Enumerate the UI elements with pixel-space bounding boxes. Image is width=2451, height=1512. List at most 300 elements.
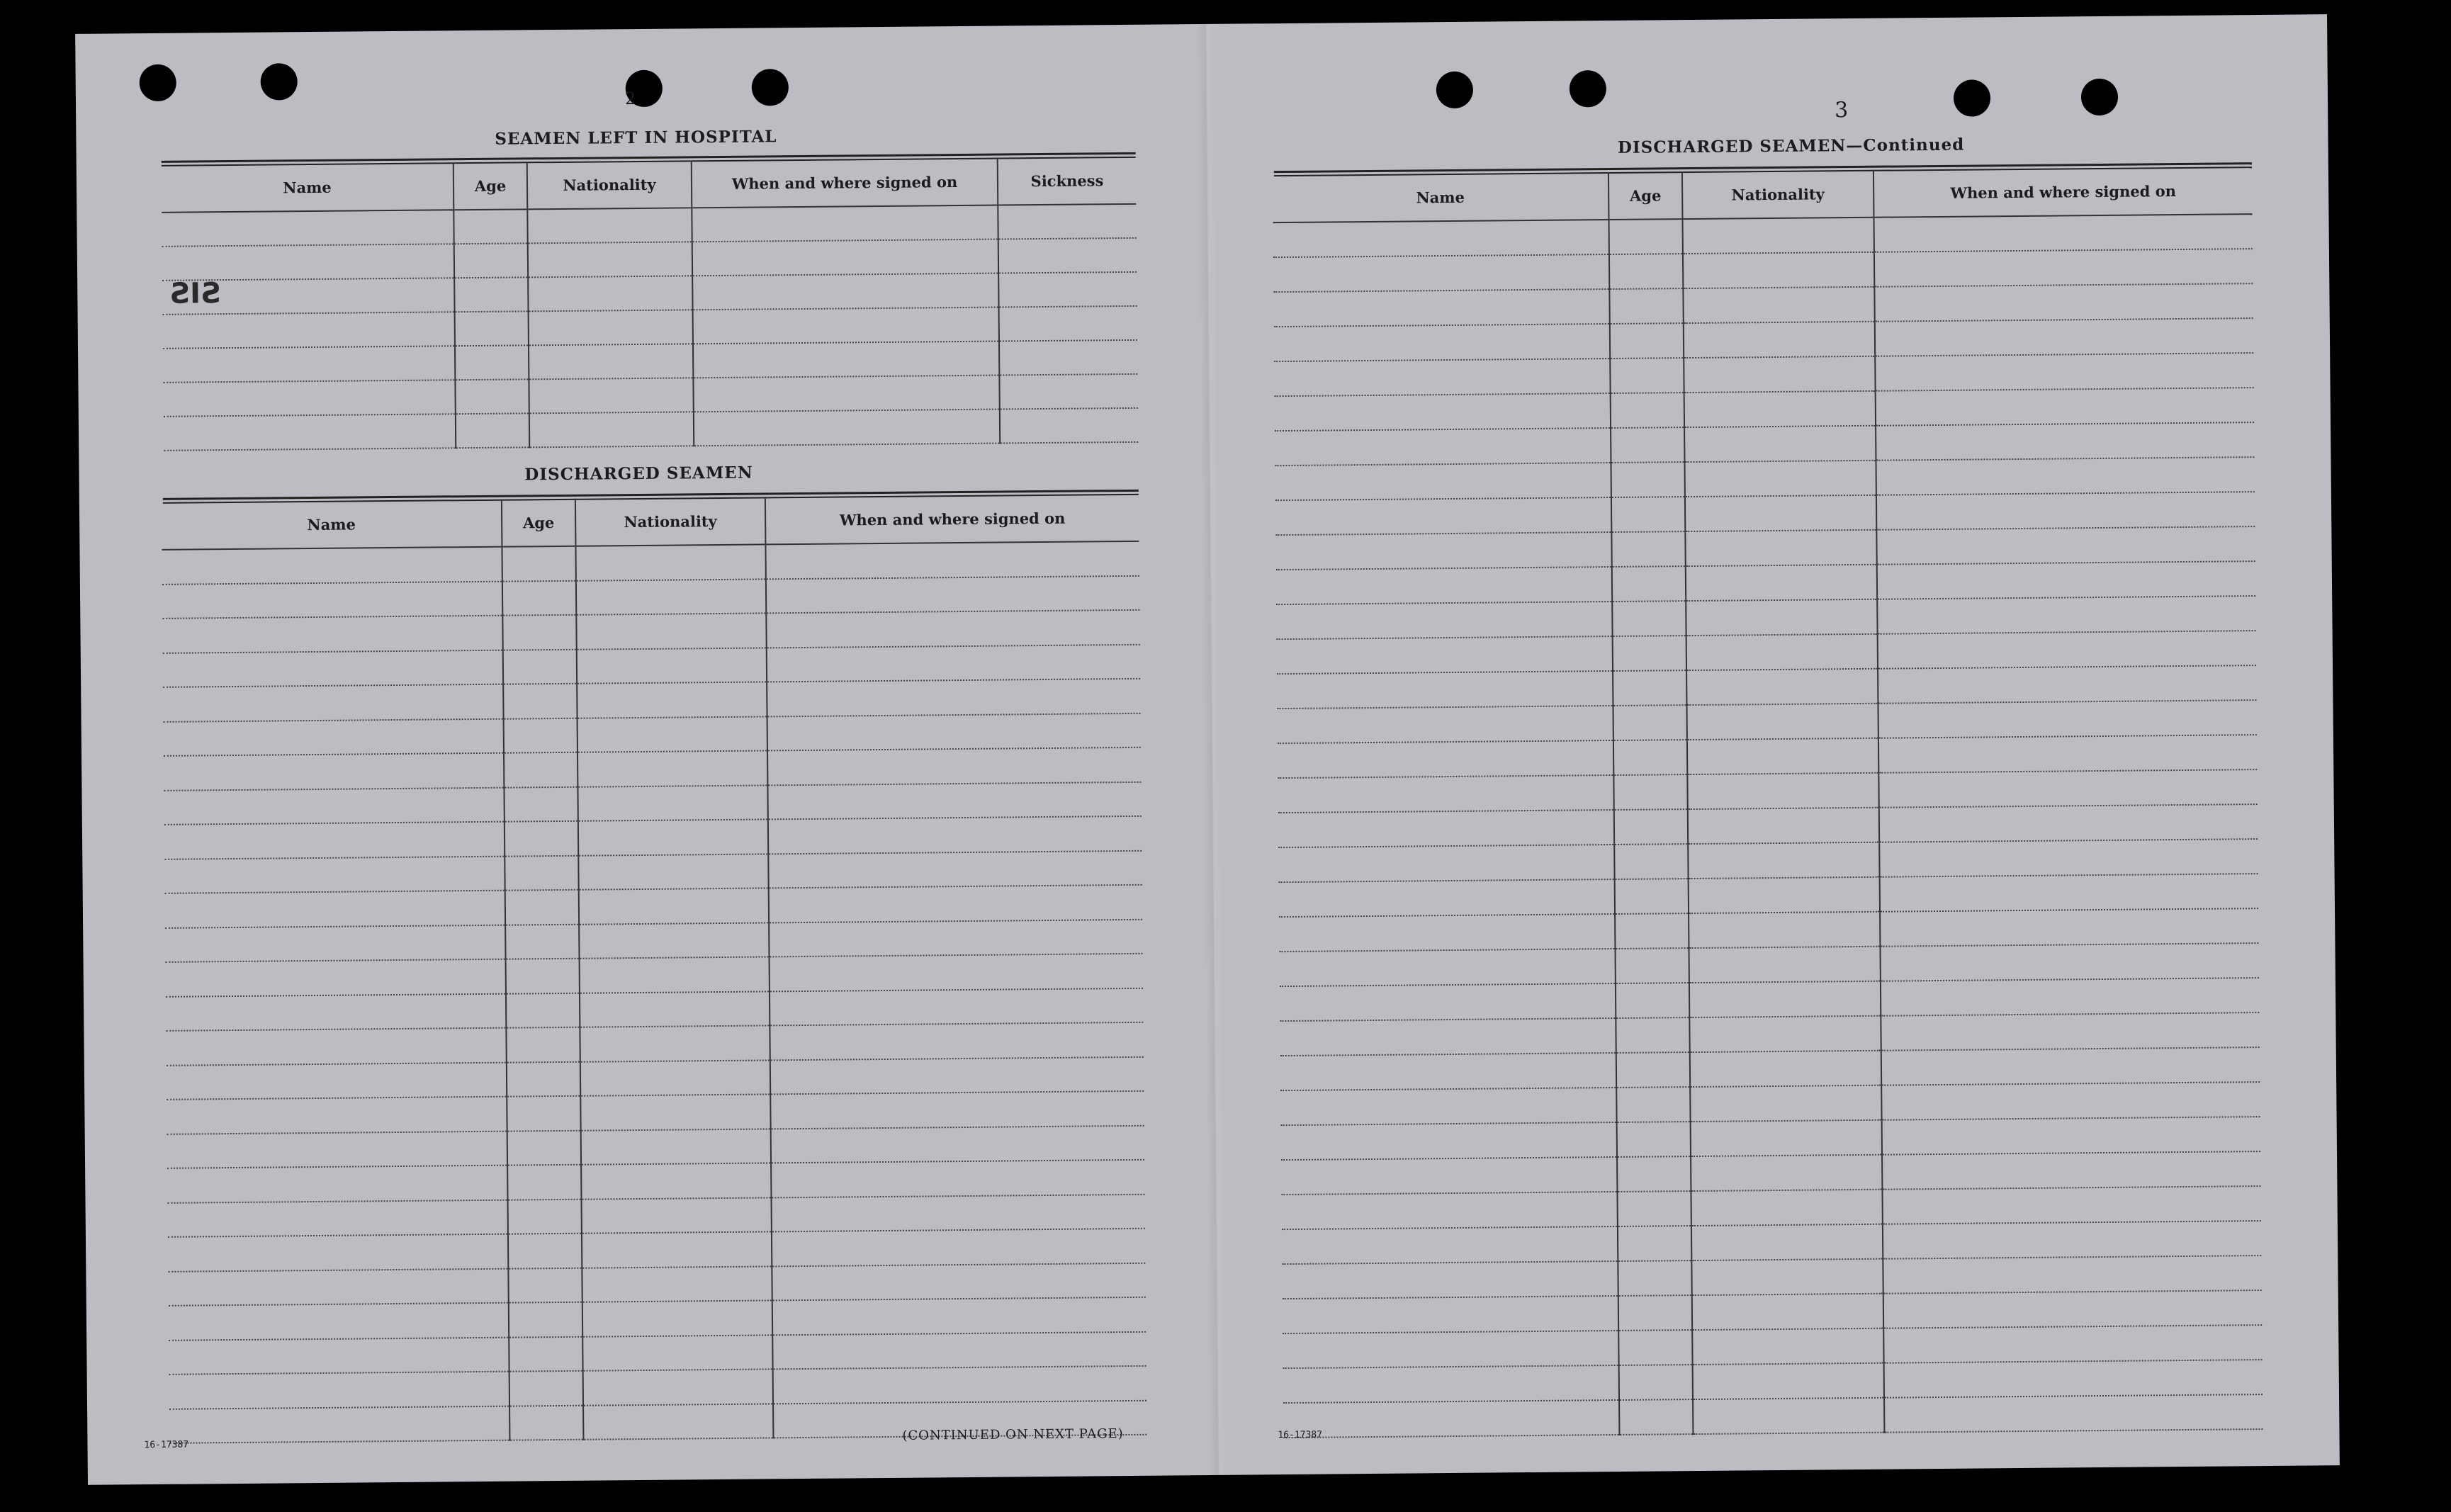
blank-cell — [1280, 1053, 1616, 1090]
blank-cell — [1613, 705, 1686, 740]
blank-cell — [773, 1366, 1146, 1404]
blank-cell — [577, 716, 767, 752]
blank-cell — [1279, 879, 1615, 917]
blank-cell — [1877, 561, 2255, 599]
col-header-age: Age — [1608, 171, 1683, 220]
blank-cell — [582, 1300, 772, 1336]
blank-cell — [1281, 1192, 1617, 1229]
blank-cell — [164, 718, 504, 756]
blank-cell — [999, 340, 1137, 376]
blank-cell — [1618, 1226, 1691, 1261]
blank-cell — [507, 1165, 581, 1200]
blank-cell — [765, 541, 1139, 579]
blank-cell — [1281, 1157, 1617, 1195]
form-number: 16-17387 — [144, 1439, 189, 1451]
blank-cell — [1610, 358, 1684, 393]
blank-cell — [692, 273, 998, 310]
blank-cell — [580, 991, 770, 1027]
blank-cell — [580, 1094, 770, 1130]
blank-cell — [1615, 913, 1689, 949]
blank-cell — [164, 787, 504, 825]
blank-cell — [1611, 393, 1684, 428]
blank-cell — [583, 1369, 773, 1405]
blank-cell — [1283, 1400, 1619, 1438]
blank-cell — [1615, 879, 1689, 914]
blank-cell — [166, 1028, 506, 1066]
blank-cell — [1686, 669, 1878, 705]
blank-cell — [1609, 288, 1683, 324]
blank-cell — [1609, 254, 1683, 289]
blank-cell — [1617, 1156, 1691, 1192]
blank-cell — [508, 1199, 582, 1234]
blank-cell — [1274, 359, 1610, 396]
blank-cell — [583, 1404, 773, 1440]
blank-cell — [163, 380, 455, 417]
blank-cell — [1275, 428, 1611, 466]
blank-cell — [508, 1234, 582, 1268]
blank-cell — [1273, 289, 1609, 327]
blank-cell — [693, 308, 999, 344]
left-page-number: 2 — [624, 89, 636, 109]
blank-cell — [1878, 769, 2257, 808]
blank-cell — [1877, 596, 2255, 634]
blank-cell — [1280, 1018, 1616, 1056]
blank-cell — [505, 821, 578, 856]
col-header-nationality: Nationality — [527, 160, 692, 209]
blank-cell — [694, 410, 1000, 446]
col-header-name: Name — [1273, 172, 1609, 222]
blank-cell — [1278, 775, 1613, 813]
blank-cell — [1883, 1221, 2261, 1259]
blank-cell — [575, 544, 765, 580]
blank-cell — [579, 923, 769, 959]
blank-cell — [1881, 1047, 2260, 1085]
blank-cell — [169, 1303, 509, 1341]
col-header-name: Name — [162, 500, 502, 550]
blank-cell — [1876, 422, 2254, 461]
blank-cell — [1618, 1295, 1692, 1331]
left-page — [75, 24, 1215, 1485]
blank-cell — [770, 1056, 1144, 1094]
blank-cell — [772, 1331, 1146, 1369]
blank-cell — [1612, 601, 1686, 636]
blank-cell — [528, 242, 692, 277]
blank-cell — [167, 1131, 507, 1168]
blank-cell — [1273, 254, 1609, 292]
document-sheet — [75, 14, 2340, 1485]
blank-cell — [456, 413, 529, 448]
blank-cell — [169, 1337, 509, 1375]
blank-cell — [529, 378, 693, 413]
blank-cell — [1878, 631, 2256, 669]
blank-cell — [1883, 1325, 2262, 1363]
blank-cell — [1884, 1360, 2263, 1398]
blank-cell — [1686, 599, 1877, 636]
blank-cell — [1616, 983, 1689, 1018]
blank-cell — [769, 885, 1142, 923]
blank-cell — [1878, 665, 2256, 704]
blank-cell — [580, 1060, 770, 1096]
blank-cell — [503, 684, 577, 718]
blank-cell — [529, 344, 693, 379]
blank-cell — [1878, 735, 2257, 773]
blank-cell — [162, 210, 453, 247]
blank-cell — [1279, 949, 1615, 986]
col-header-name: Name — [162, 162, 454, 213]
blank-cell — [502, 580, 576, 615]
blank-cell — [1684, 356, 1875, 393]
blank-cell — [1280, 1088, 1616, 1125]
blank-cell — [998, 238, 1137, 273]
right-page-number: 3 — [1835, 98, 1849, 123]
blank-cell — [163, 312, 455, 349]
blank-cell — [1692, 1294, 1883, 1330]
blank-cell — [1618, 1330, 1692, 1365]
blank-cell — [998, 272, 1137, 308]
blank-cell — [1283, 1365, 1619, 1403]
blank-cell — [1691, 1259, 1883, 1295]
blank-cell — [1619, 1399, 1693, 1435]
blank-cell — [1283, 1296, 1618, 1333]
blank-cell — [1613, 670, 1686, 706]
blank-cell — [528, 276, 692, 311]
blank-cell — [1689, 947, 1880, 983]
blank-cell — [768, 850, 1142, 888]
col-header-signed-on: When and where signed on — [692, 158, 998, 208]
blank-cell — [1687, 738, 1878, 774]
col-header-signed-on: When and where signed on — [1874, 167, 2253, 218]
blank-cell — [163, 684, 503, 722]
blank-cell — [169, 1372, 509, 1409]
blank-cell — [1876, 457, 2254, 495]
form-number: 16-17387 — [1278, 1429, 1323, 1441]
blank-cell — [1276, 567, 1612, 604]
blank-cell — [1278, 810, 1614, 847]
blank-cell — [1282, 1226, 1618, 1264]
blank-cell — [577, 682, 767, 718]
blank-cell — [164, 753, 504, 791]
blank-cell — [580, 1025, 770, 1061]
blank-cell — [582, 1231, 772, 1268]
blank-cell — [1275, 497, 1611, 535]
blank-cell — [1610, 323, 1684, 359]
blank-cell — [770, 988, 1143, 1025]
blank-cell — [1687, 773, 1878, 809]
blank-cell — [1684, 391, 1876, 427]
blank-cell — [771, 1160, 1144, 1197]
col-header-age: Age — [502, 499, 576, 547]
blank-cell — [168, 1200, 508, 1237]
blank-cell — [998, 204, 1136, 239]
blank-cell — [1619, 1365, 1693, 1400]
blank-cell — [1689, 981, 1881, 1017]
blank-cell — [1274, 324, 1610, 361]
blank-cell — [505, 890, 579, 925]
blank-cell — [1880, 874, 2258, 912]
blank-cell — [692, 205, 998, 242]
blank-cell — [999, 306, 1137, 342]
blank-cell — [1682, 218, 1874, 254]
blank-cell — [509, 1371, 583, 1406]
blank-cell — [1691, 1190, 1882, 1226]
blank-cell — [167, 1097, 507, 1134]
blank-cell — [529, 412, 694, 447]
stamp-mark: SIS — [169, 277, 222, 310]
blank-cell — [767, 679, 1140, 716]
blank-cell — [454, 243, 528, 278]
blank-cell — [1279, 914, 1615, 952]
blank-cell — [455, 311, 529, 346]
col-header-sickness: Sickness — [998, 157, 1137, 205]
blank-cell — [529, 310, 693, 345]
blank-cell — [1883, 1256, 2261, 1294]
blank-cell — [507, 1130, 581, 1165]
blank-cell — [771, 1125, 1144, 1163]
blank-cell — [767, 747, 1141, 785]
blank-cell — [1281, 1122, 1617, 1160]
blank-cell — [168, 1234, 508, 1272]
blank-cell — [1879, 839, 2258, 877]
blank-cell — [1613, 740, 1687, 775]
blank-cell — [1685, 530, 1876, 566]
blank-cell — [1689, 1016, 1881, 1052]
blank-cell — [766, 575, 1139, 613]
blank-cell — [1688, 842, 1879, 879]
blank-cell — [162, 616, 502, 653]
blank-cell — [1611, 531, 1685, 567]
col-header-nationality: Nationality — [575, 497, 766, 546]
blank-cell — [576, 613, 766, 649]
blank-cell — [1881, 978, 2259, 1016]
blank-cell — [506, 1027, 580, 1062]
blank-cell — [576, 579, 766, 615]
blank-cell — [579, 888, 769, 924]
blank-cell — [1683, 287, 1874, 323]
blank-cell — [1614, 809, 1688, 845]
blank-cell — [582, 1197, 772, 1234]
blank-cell — [164, 822, 505, 859]
blank-cell — [509, 1336, 582, 1371]
blank-cell — [1881, 1082, 2260, 1120]
blank-cell — [581, 1129, 771, 1165]
blank-cell — [1691, 1155, 1882, 1191]
blank-cell — [167, 1166, 507, 1203]
discharged-continued-title: DISCHARGED SEAMEN—Continued — [1617, 135, 1965, 157]
blank-cell — [1617, 1191, 1691, 1226]
col-header-signed-on: When and where signed on — [765, 494, 1139, 545]
blank-cell — [1612, 566, 1686, 602]
blank-cell — [1684, 322, 1875, 358]
blank-cell — [509, 1405, 583, 1440]
blank-cell — [1689, 912, 1880, 948]
blank-cell — [1000, 408, 1138, 444]
blank-cell — [1683, 252, 1874, 288]
blank-cell — [506, 959, 580, 993]
blank-cell — [1874, 249, 2253, 287]
blank-cell — [1691, 1224, 1883, 1260]
discharged-section-title: DISCHARGED SEAMEN — [524, 463, 753, 485]
blank-cell — [502, 546, 575, 581]
blank-cell — [164, 414, 456, 451]
blank-cell — [1275, 532, 1611, 570]
blank-cell — [692, 239, 998, 276]
blank-cell — [770, 1022, 1143, 1060]
blank-cell — [1277, 671, 1613, 709]
blank-cell — [163, 650, 503, 687]
blank-cell — [772, 1263, 1145, 1300]
blank-cell — [1875, 353, 2253, 391]
blank-cell — [1276, 602, 1612, 639]
blank-cell — [1608, 219, 1682, 254]
blank-cell — [999, 374, 1137, 410]
blank-cell — [162, 581, 502, 619]
blank-cell — [577, 750, 767, 786]
blank-cell — [1684, 461, 1876, 497]
blank-cell — [582, 1335, 772, 1371]
blank-cell — [1883, 1290, 2262, 1328]
blank-cell — [1879, 804, 2258, 842]
blank-cell — [455, 379, 529, 414]
blank-cell — [1882, 1186, 2260, 1224]
blank-cell — [1686, 704, 1878, 740]
blank-cell — [504, 786, 577, 821]
blank-cell — [768, 816, 1142, 854]
blank-cell — [1611, 462, 1684, 497]
blank-cell — [453, 209, 527, 244]
blank-cell — [771, 1194, 1144, 1231]
blank-cell — [1882, 1151, 2260, 1190]
continued-note: (CONTINUED ON NEXT PAGE) — [902, 1426, 1124, 1443]
blank-cell — [577, 648, 767, 684]
blank-cell — [767, 644, 1140, 682]
blank-cell — [527, 208, 692, 243]
blank-cell — [581, 1163, 771, 1199]
blank-cell — [1688, 808, 1879, 844]
blank-cell — [507, 1096, 580, 1131]
blank-cell — [1876, 526, 2255, 565]
blank-cell — [503, 649, 577, 684]
blank-cell — [1690, 1051, 1881, 1087]
blank-cell — [454, 277, 528, 312]
blank-cell — [166, 959, 506, 997]
blank-cell — [582, 1266, 772, 1302]
blank-cell — [507, 1061, 580, 1096]
blank-cell — [1278, 845, 1614, 882]
blank-cell — [505, 855, 578, 890]
blank-cell — [1613, 636, 1686, 671]
blank-cell — [169, 1406, 509, 1443]
blank-cell — [1686, 565, 1877, 601]
blank-cell — [1689, 877, 1880, 913]
blank-cell — [1876, 492, 2255, 530]
blank-cell — [502, 615, 576, 650]
right-page — [1209, 14, 2340, 1475]
blank-cell — [767, 782, 1141, 819]
blank-cell — [1611, 427, 1684, 463]
blank-cell — [1277, 636, 1613, 674]
blank-cell — [1280, 983, 1616, 1021]
blank-cell — [1878, 700, 2256, 738]
blank-cell — [1876, 388, 2254, 426]
blank-cell — [1278, 740, 1613, 778]
blank-cell — [1693, 1398, 1884, 1434]
hospital-section-title: SEAMEN LEFT IN HOSPITAL — [495, 127, 777, 149]
hospital-table — [162, 157, 1138, 451]
blank-cell — [1616, 1052, 1690, 1088]
blank-cell — [1275, 393, 1611, 431]
blank-cell — [163, 346, 455, 383]
blank-cell — [165, 891, 505, 928]
blank-cell — [1875, 318, 2253, 356]
blank-cell — [1881, 1012, 2259, 1051]
discharged-continued-table — [1273, 167, 2263, 1438]
blank-cell — [767, 713, 1141, 750]
blank-cell — [578, 854, 768, 890]
blank-cell — [167, 1062, 507, 1100]
blank-cell — [1882, 1117, 2260, 1155]
blank-cell — [455, 345, 529, 380]
blank-cell — [166, 993, 506, 1031]
blank-cell — [770, 954, 1143, 991]
blank-cell — [1690, 1085, 1881, 1122]
blank-cell — [772, 1297, 1146, 1335]
blank-cell — [1693, 1363, 1884, 1399]
blank-cell — [770, 1091, 1144, 1129]
blank-cell — [1615, 948, 1689, 983]
blank-cell — [1685, 495, 1876, 531]
col-header-age: Age — [453, 162, 528, 210]
blank-cell — [504, 752, 577, 787]
blank-cell — [1283, 1331, 1618, 1368]
blank-cell — [508, 1268, 582, 1302]
blank-cell — [1618, 1260, 1691, 1296]
blank-cell — [772, 1229, 1145, 1266]
blank-cell — [1616, 1017, 1689, 1053]
blank-cell — [1880, 908, 2258, 947]
blank-cell — [165, 925, 505, 962]
blank-cell — [168, 1268, 508, 1306]
blank-cell — [1691, 1120, 1882, 1156]
blank-cell — [578, 819, 768, 855]
blank-cell — [1692, 1328, 1883, 1365]
blank-cell — [1686, 634, 1878, 670]
blank-cell — [1273, 220, 1609, 257]
blank-cell — [1275, 463, 1611, 500]
blank-cell — [506, 993, 580, 1027]
blank-cell — [1874, 214, 2252, 252]
blank-cell — [1613, 774, 1687, 810]
blank-cell — [1611, 497, 1685, 532]
blank-cell — [164, 856, 505, 893]
blank-cell — [1884, 1394, 2263, 1433]
blank-cell — [504, 718, 577, 752]
blank-cell — [1617, 1122, 1691, 1157]
col-header-nationality: Nationality — [1682, 170, 1874, 219]
blank-cell — [162, 547, 502, 585]
blank-cell — [766, 610, 1139, 648]
blank-cell — [580, 957, 770, 993]
blank-cell — [1684, 426, 1876, 462]
blank-cell — [1880, 943, 2258, 981]
blank-cell — [693, 342, 999, 378]
blank-cell — [1282, 1261, 1618, 1299]
blank-cell — [1874, 283, 2253, 322]
blank-cell — [1614, 844, 1688, 879]
discharged-table — [162, 494, 1147, 1444]
blank-cell — [769, 919, 1142, 957]
blank-cell — [1277, 706, 1613, 743]
blank-cell — [693, 376, 999, 412]
